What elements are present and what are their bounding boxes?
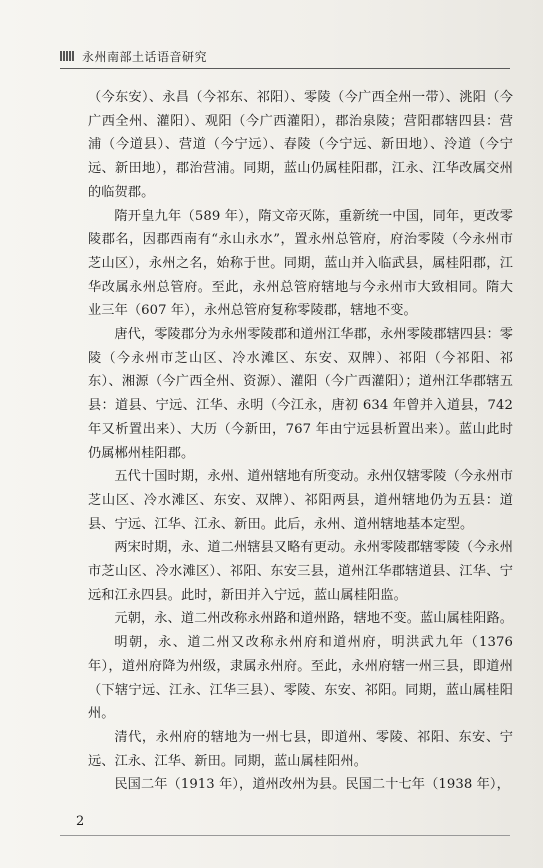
- paragraph: 民国二年（1913 年），道州改州为县。民国二十七年（1938 年），: [114, 777, 510, 793]
- paragraph: 两宋时期，永、道二州辖县又略有更动。永州零陵郡辖零陵（今永州市芝山区、冷水滩区）、祁阳、东安三县，道州江华郡辖道县、江华、宁远和江永四县。此时，新田并入宁远，蓝山属桂阳监。: [88, 540, 514, 603]
- paragraph: 唐代，零陵郡分为永州零陵郡和道州江华郡，永州零陵郡辖四县：零陵（今永州市芝山区、冷水滩区、东安、双牌）、祁阳（今祁阳、祁东）、湘源（今广西全州、资源）、灌阳（今广西灌阳）；道州江华郡辖五县：道县、宁远、江华、永明（今江永，唐初 634 年曾并入道县，742 年又析置出来）、大历（今新田，767 年由宁远县析置出来）。蓝山此时仍属郴州桂阳郡。: [88, 327, 514, 461]
- paragraph: （今东安）、永昌（今祁东、祁阳）、零陵（今广西全州一带）、洮阳（今广西全州、灌阳）、观阳（今广西灌阳），郡治泉陵；营阳郡辖四县：营浦（今道县）、营道（今宁远）、春陵（今宁远、新田地）、泠道（今宁远、新田地），郡治营浦。同期，蓝山仍属桂阳郡，江永、江华改属交州的临贺郡。: [88, 90, 513, 200]
- paragraph: 清代，永州府的辖地为一州七县，即道州、零陵、祁阳、东安、宁远、江永、江华、新田。同期，蓝山属桂阳州。: [88, 729, 513, 769]
- paragraph: 明朝，永、道二州又改称永州府和道州府，明洪武九年（1376 年），道州府降为州级，隶属永州府。至此，永州府辖一州三县，即道州（下辖宁远、江永、江华三县）、零陵、东安、祁阳。同期，蓝山属桂阳州。: [88, 635, 513, 722]
- running-header: [60, 46, 510, 69]
- page-number: 2: [76, 814, 85, 829]
- paragraph: 元朝，永、道二州改称永州路和道州路，辖地不变。蓝山属桂阳路。: [114, 611, 514, 627]
- footer-rule: [60, 835, 510, 836]
- body-text: [88, 86, 513, 797]
- paragraph: 五代十国时期，永州、道州辖地有所变动。永州仅辖零陵（今永州市芝山区、冷水滩区、东安、双牌）、祁阳两县，道州辖地仍为五县：道县、宁远、江华、江永、新田。此后，永州、道州辖地基本定型。: [88, 469, 514, 532]
- header-marker-icon: [60, 51, 74, 61]
- header-title: 永州南部土话语音研究: [82, 50, 208, 64]
- paragraph: 隋开皇九年（589 年），隋文帝灭陈，重新统一中国，同年，更改零陵郡名，因郡西南有“永山永水”，置永州总管府，府治零陵（今永州市芝山区），永州之名，始称于世。同期，蓝山并入临武县，属桂阳郡，江华改属永州总管府。至此，永州总管府辖地与今永州市大致相同。隋大业三年（607 年），永州总管府复称零陵郡，辖地不变。: [88, 208, 513, 319]
